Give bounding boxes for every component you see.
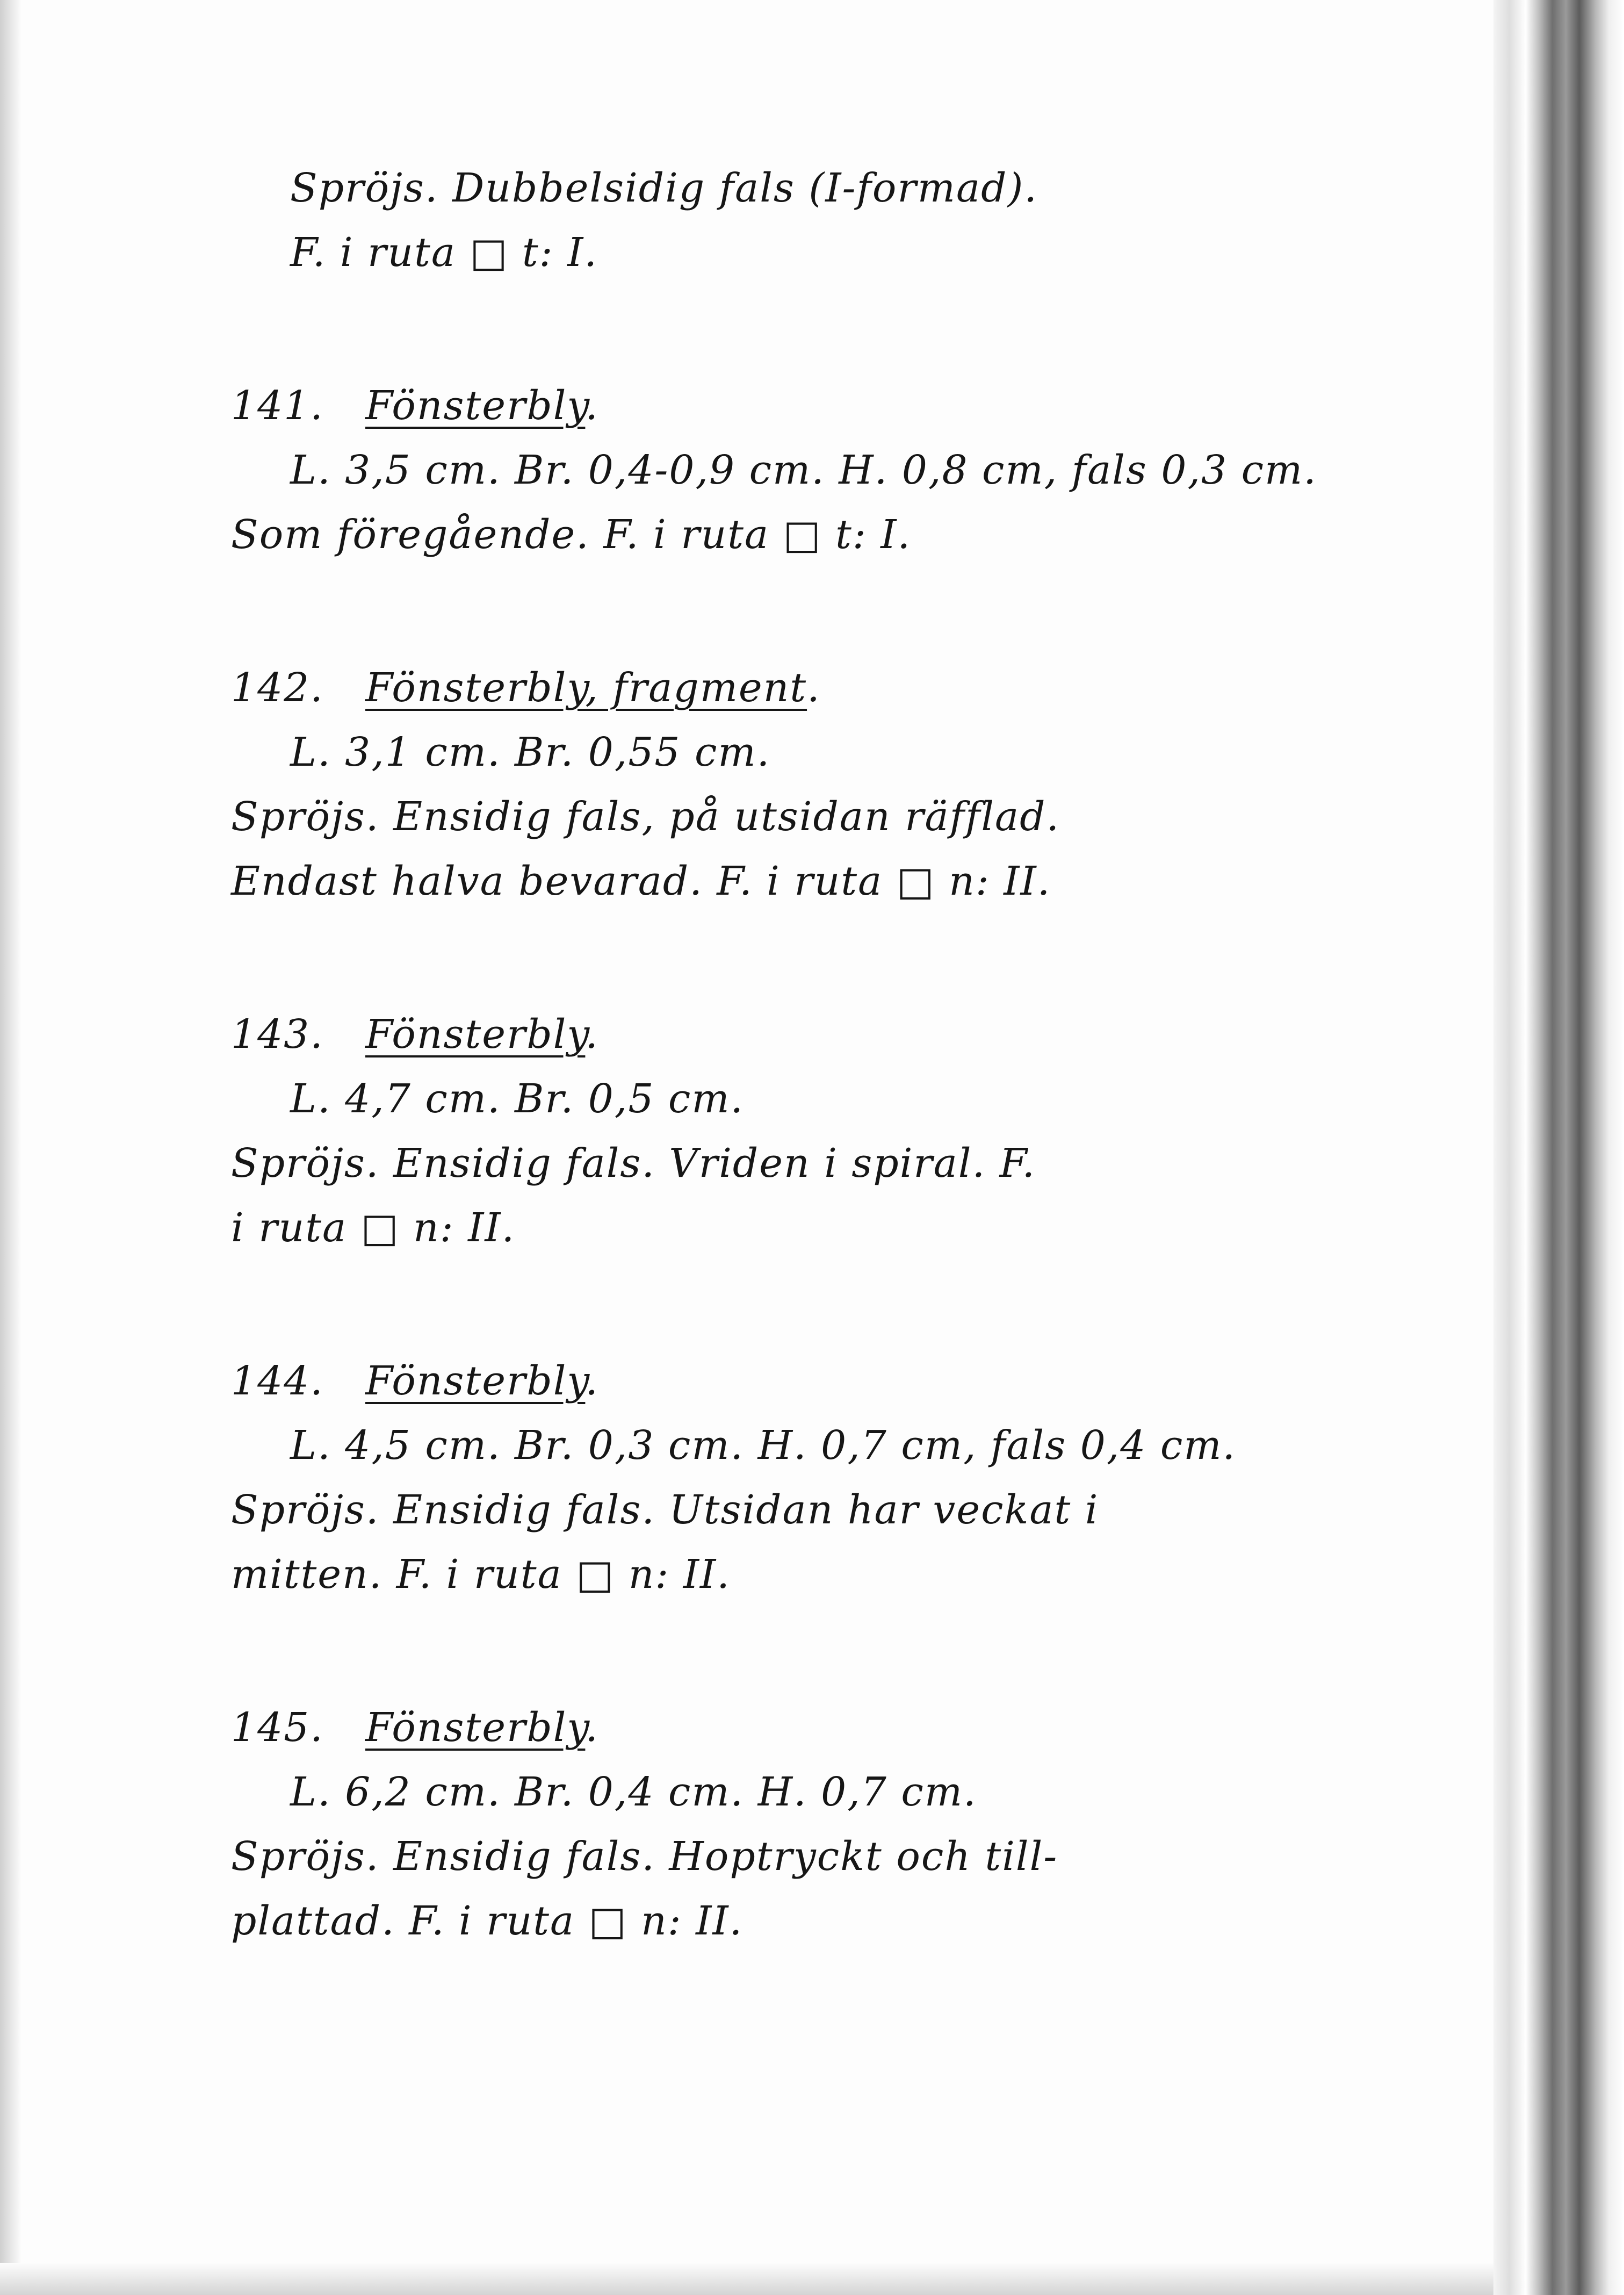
page-left-shadow [0, 0, 21, 2295]
entry-number: 141. [231, 383, 324, 429]
entry-description: Spröjs. Ensidig fals. Utsidan har veckat i [231, 1487, 1099, 1533]
entry-number: 143. [231, 1011, 324, 1057]
entry-title: Fönsterbly [365, 1704, 586, 1751]
entry-number: 145. [231, 1704, 324, 1751]
entry-description: plattad. F. i ruta □ n: II. [231, 1898, 744, 1944]
entry-title-period: . [585, 1358, 599, 1404]
entry-title-period: . [585, 1704, 599, 1751]
catalog-entry-145 [231, 1695, 1434, 1953]
book-spine [1493, 0, 1624, 2295]
entry-number: 144. [231, 1358, 324, 1404]
entry-title: Fönsterbly [365, 383, 586, 429]
entry-title: Fönsterbly, fragment [365, 665, 807, 711]
entry-description: i ruta □ n: II. [231, 1205, 516, 1251]
entry-heading [231, 656, 1434, 720]
catalog-entry-143 [231, 1002, 1434, 1260]
entry-measurements: L. 3,5 cm. Br. 0,4-0,9 cm. H. 0,8 cm, fals 0,3 cm. [290, 447, 1317, 493]
entry-description: Endast halva bevarad. F. i ruta □ n: II. [231, 858, 1051, 904]
page-bottom-shadow [0, 2263, 1493, 2295]
entry-heading [231, 1349, 1434, 1413]
entry-title-period: . [585, 1011, 599, 1057]
intro-continuation [231, 156, 1434, 285]
catalog-entry-142 [231, 656, 1434, 913]
entry-description: Spröjs. Ensidig fals. Hoptryckt och till- [231, 1833, 1058, 1880]
entry-title-period: . [585, 383, 599, 429]
entry-heading [231, 1695, 1434, 1760]
entry-description: Spröjs. Ensidig fals, på utsidan räfflad. [231, 794, 1060, 840]
entry-number: 142. [231, 665, 324, 711]
entry-measurements: L. 4,7 cm. Br. 0,5 cm. [290, 1076, 745, 1122]
entry-description: mitten. F. i ruta □ n: II. [231, 1551, 731, 1598]
entry-title: Fönsterbly [365, 1358, 586, 1404]
entry-description: Som föregående. F. i ruta □ t: I. [231, 512, 912, 558]
entry-title: Fönsterbly [365, 1011, 586, 1057]
entry-measurements: L. 3,1 cm. Br. 0,55 cm. [290, 729, 771, 775]
entry-heading [231, 373, 1434, 438]
catalog-entry-144 [231, 1349, 1434, 1607]
entry-title-period: . [807, 665, 821, 711]
intro-line: Spröjs. Dubbelsidig fals (I-formad). [290, 165, 1038, 211]
catalog-entry-141 [231, 373, 1434, 567]
entry-heading [231, 1002, 1434, 1067]
entry-measurements: L. 6,2 cm. Br. 0,4 cm. H. 0,7 cm. [290, 1769, 977, 1815]
intro-line: F. i ruta □ t: I. [290, 229, 598, 276]
entry-description: Spröjs. Ensidig fals. Vriden i spiral. F. [231, 1140, 1036, 1186]
entry-measurements: L. 4,5 cm. Br. 0,3 cm. H. 0,7 cm, fals 0,4 cm. [290, 1422, 1237, 1469]
handwritten-text [231, 156, 1434, 1953]
